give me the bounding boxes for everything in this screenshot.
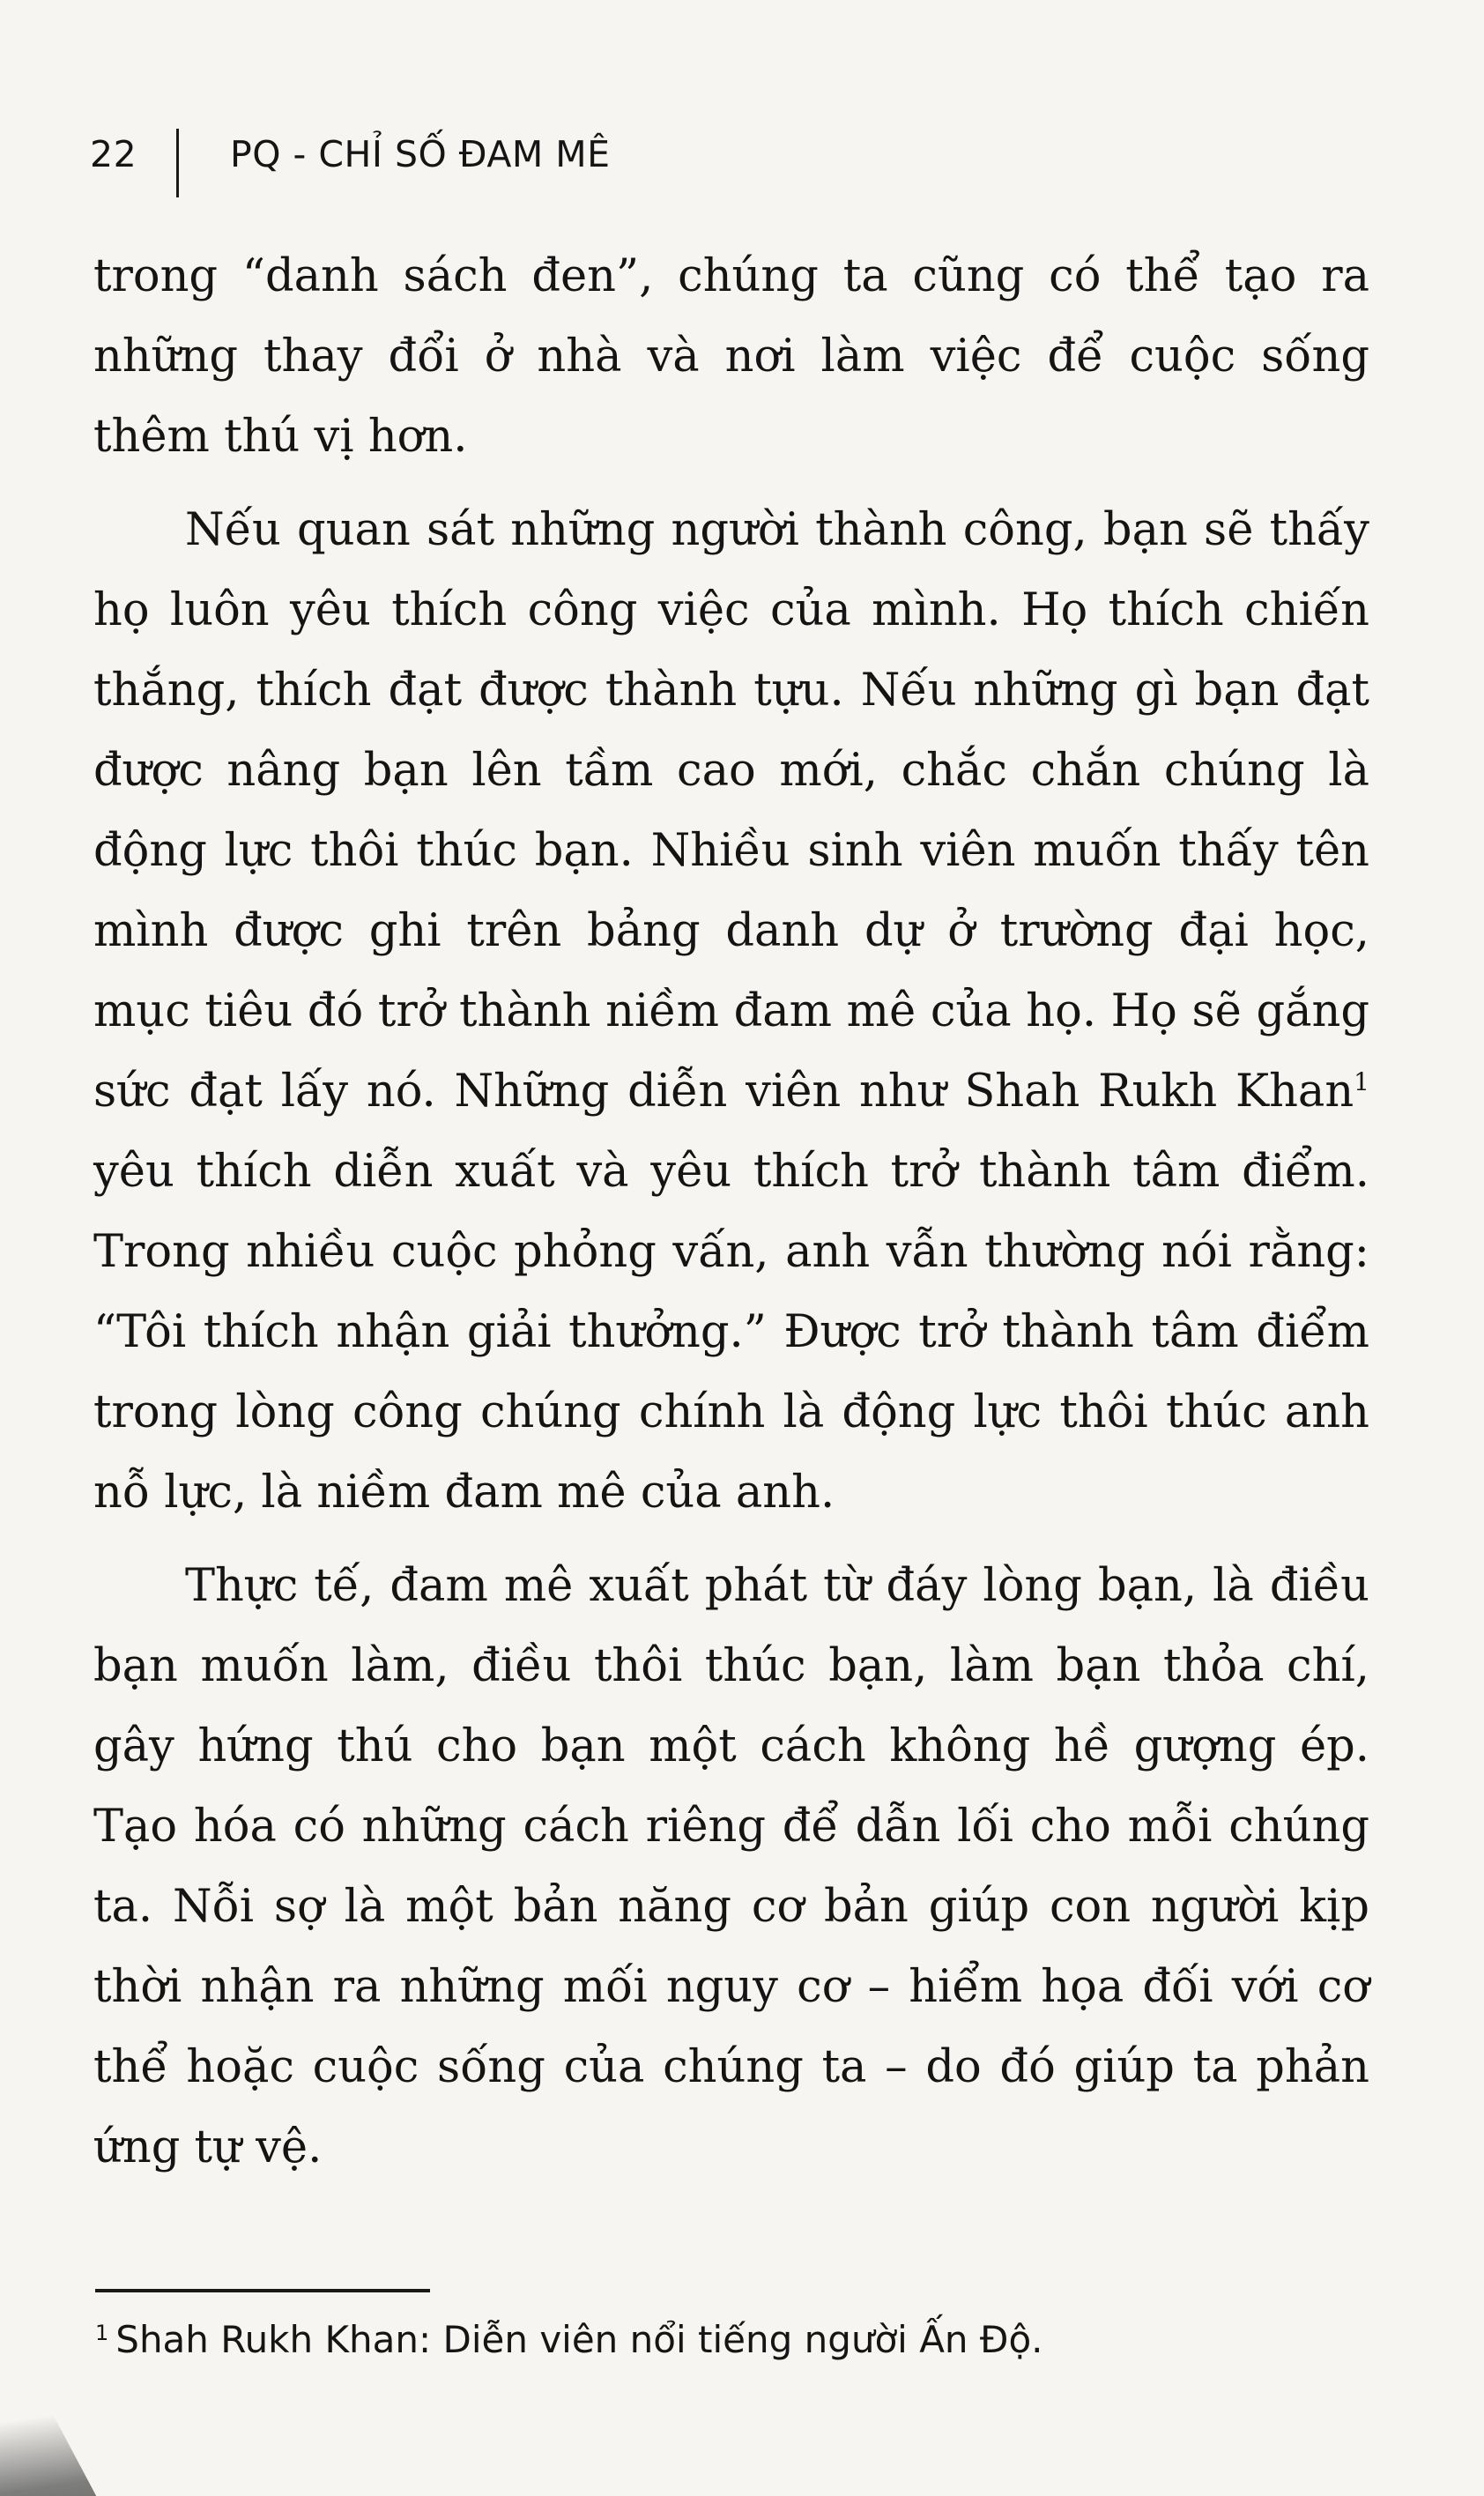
paragraph-3 <box>93 1546 1369 2188</box>
body-text <box>93 236 1369 2188</box>
paragraph-2-text-part-2: yêu thích diễn xuất và yêu thích trở thành tâm điểm. Trong nhiều cuộc phỏng vấn, anh vẫn thường nói rằng: “Tôi thích nhận giải thưởng.” Được trở thành tâm điểm trong lòng công chúng chính là động lực thôi thúc anh nỗ lực, là niềm đam mê của anh. <box>93 1146 1369 1519</box>
paragraph-3-text: Thực tế, đam mê xuất phát từ đáy lòng bạn, là điều bạn muốn làm, điều thôi thúc bạn, làm bạn thỏa chí, gây hứng thú cho bạn một cách không hề gượng ép. Tạo hóa có những cách riêng để dẫn lối cho mỗi chúng ta. Nỗi sợ là một bản năng cơ bản giúp con người kịp thời nhận ra những mối nguy cơ – hiểm họa đối với cơ thể hoặc cuộc sống của chúng ta – do đó giúp ta phản ứng tự vệ. <box>93 1560 1369 2173</box>
header-divider <box>176 129 179 197</box>
page-corner-shadow <box>0 2359 106 2496</box>
paragraph-2 <box>93 490 1369 1533</box>
footnote-reference: 1 <box>1354 1067 1369 1096</box>
paragraph-1-text: trong “danh sách đen”, chúng ta cũng có thể tạo ra những thay đổi ở nhà và nơi làm việc để cuộc sống thêm thú vị hơn. <box>93 250 1369 463</box>
page-number: 22 <box>90 133 137 175</box>
footnote-separator <box>95 2289 430 2292</box>
footnote-text: Shah Rukh Khan: Diễn viên nổi tiếng người Ấn Độ. <box>115 2318 1043 2361</box>
footnote-mark: 1 <box>95 2321 109 2345</box>
paragraph-1 <box>93 236 1369 477</box>
paragraph-2-text-part-1: Nếu quan sát những người thành công, bạn sẽ thấy họ luôn yêu thích công việc của mình. Họ thích chiến thắng, thích đạt được thành tựu. Nếu những gì bạn đạt được nâng bạn lên tầm cao mới, chắc chắn chúng là động lực thôi thúc bạn. Nhiều sinh viên muốn thấy tên mình được ghi trên bảng danh dự ở trường đại học, mục tiêu đó trở thành niềm đam mê của họ. Họ sẽ gắng sức đạt lấy nó. Những diễn viên như Shah Rukh Khan <box>93 504 1369 1118</box>
page-header <box>90 119 611 189</box>
footnote <box>95 2314 1329 2366</box>
running-title: PQ - CHỈ SỐ ĐAM MÊ <box>230 133 611 175</box>
